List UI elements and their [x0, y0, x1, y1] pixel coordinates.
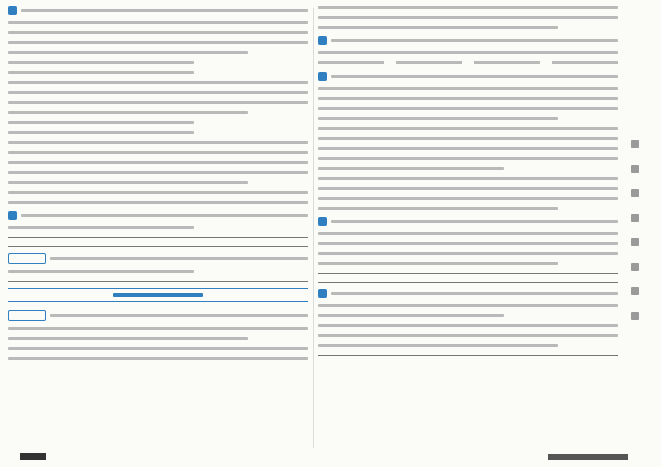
text-line: [318, 127, 618, 130]
text-line: [318, 334, 618, 337]
text-line: [8, 270, 194, 273]
text-line: [331, 220, 618, 223]
text-line: [318, 137, 618, 140]
text-line: [8, 101, 308, 104]
text-line: [318, 304, 618, 307]
left-column: [8, 6, 308, 367]
side-glyph: [631, 189, 639, 197]
text-line: [50, 257, 308, 260]
text-line: [8, 327, 308, 330]
text-line: [318, 207, 558, 210]
text-line: [8, 51, 248, 54]
option-a[interactable]: [318, 61, 384, 64]
text-line: [8, 161, 308, 164]
text-line: [318, 117, 558, 120]
text-line: [331, 39, 618, 42]
text-line: [50, 314, 308, 317]
section-heading-bar: [8, 288, 308, 302]
text-line: [318, 252, 618, 255]
question-number-marker: [318, 36, 327, 45]
question-item: [8, 211, 308, 220]
text-line: [8, 81, 308, 84]
column-divider: [313, 8, 314, 448]
text-line: [318, 157, 618, 160]
question-item: [318, 36, 618, 45]
side-glyph: [631, 238, 639, 246]
text-line: [8, 226, 194, 229]
question-type-tag: [8, 253, 46, 264]
text-line: [318, 16, 618, 19]
question-item: [318, 289, 618, 298]
option-d[interactable]: [552, 61, 618, 64]
section-heading: [113, 293, 203, 297]
side-glyph: [631, 287, 639, 295]
answer-line[interactable]: [8, 237, 308, 238]
text-line: [318, 232, 618, 235]
text-line: [318, 344, 558, 347]
option-c[interactable]: [474, 61, 540, 64]
text-line: [318, 242, 618, 245]
text-line: [318, 197, 618, 200]
question-number-marker: [318, 289, 327, 298]
publisher-mark: [20, 453, 46, 460]
text-line: [8, 347, 308, 350]
text-line: [8, 91, 308, 94]
text-line: [318, 262, 558, 265]
text-line: [318, 187, 618, 190]
question-item: [318, 72, 618, 81]
text-line: [8, 111, 248, 114]
answer-line[interactable]: [8, 246, 308, 247]
side-glyph: [631, 263, 639, 271]
page-footer: [14, 453, 46, 460]
right-column: [318, 6, 618, 362]
question-number-marker: [318, 217, 327, 226]
side-glyph: [631, 165, 639, 173]
text-line: [318, 97, 618, 100]
answer-options: [318, 61, 618, 64]
text-line: [8, 337, 248, 340]
text-line: [8, 191, 308, 194]
text-line: [8, 71, 194, 74]
text-line: [318, 107, 618, 110]
text-line: [8, 141, 308, 144]
text-line: [8, 151, 308, 154]
text-line: [8, 121, 194, 124]
text-line: [8, 61, 194, 64]
footer-brand: [548, 454, 628, 460]
answer-line[interactable]: [318, 355, 618, 356]
answer-line[interactable]: [318, 282, 618, 283]
text-line: [8, 181, 248, 184]
text-line: [21, 214, 308, 217]
text-line: [318, 6, 618, 9]
text-line: [318, 147, 618, 150]
option-b[interactable]: [396, 61, 462, 64]
answer-line[interactable]: [8, 281, 308, 282]
text-line: [8, 41, 308, 44]
text-line: [331, 75, 618, 78]
text-line: [318, 167, 504, 170]
question-type-tag: [8, 310, 46, 321]
side-glyph: [631, 140, 639, 148]
text-line: [8, 31, 308, 34]
text-line: [8, 171, 308, 174]
question-item: [318, 217, 618, 226]
text-line: [8, 131, 194, 134]
question-item: [8, 310, 308, 321]
answer-line[interactable]: [318, 273, 618, 274]
text-line: [8, 201, 308, 204]
text-line: [8, 21, 308, 24]
text-line: [21, 9, 308, 12]
question-number-marker: [8, 211, 17, 220]
side-glyph: [631, 312, 639, 320]
text-line: [331, 292, 618, 295]
text-line: [318, 51, 618, 54]
question-item: [8, 253, 308, 264]
text-line: [318, 26, 558, 29]
text-line: [318, 324, 618, 327]
text-line: [318, 87, 618, 90]
text-line: [8, 357, 308, 360]
text-line: [318, 314, 504, 317]
side-margin-label: [628, 140, 642, 320]
question-number-marker: [8, 6, 17, 15]
side-glyph: [631, 214, 639, 222]
question-number-marker: [318, 72, 327, 81]
question-item: [8, 6, 308, 15]
text-line: [318, 177, 618, 180]
